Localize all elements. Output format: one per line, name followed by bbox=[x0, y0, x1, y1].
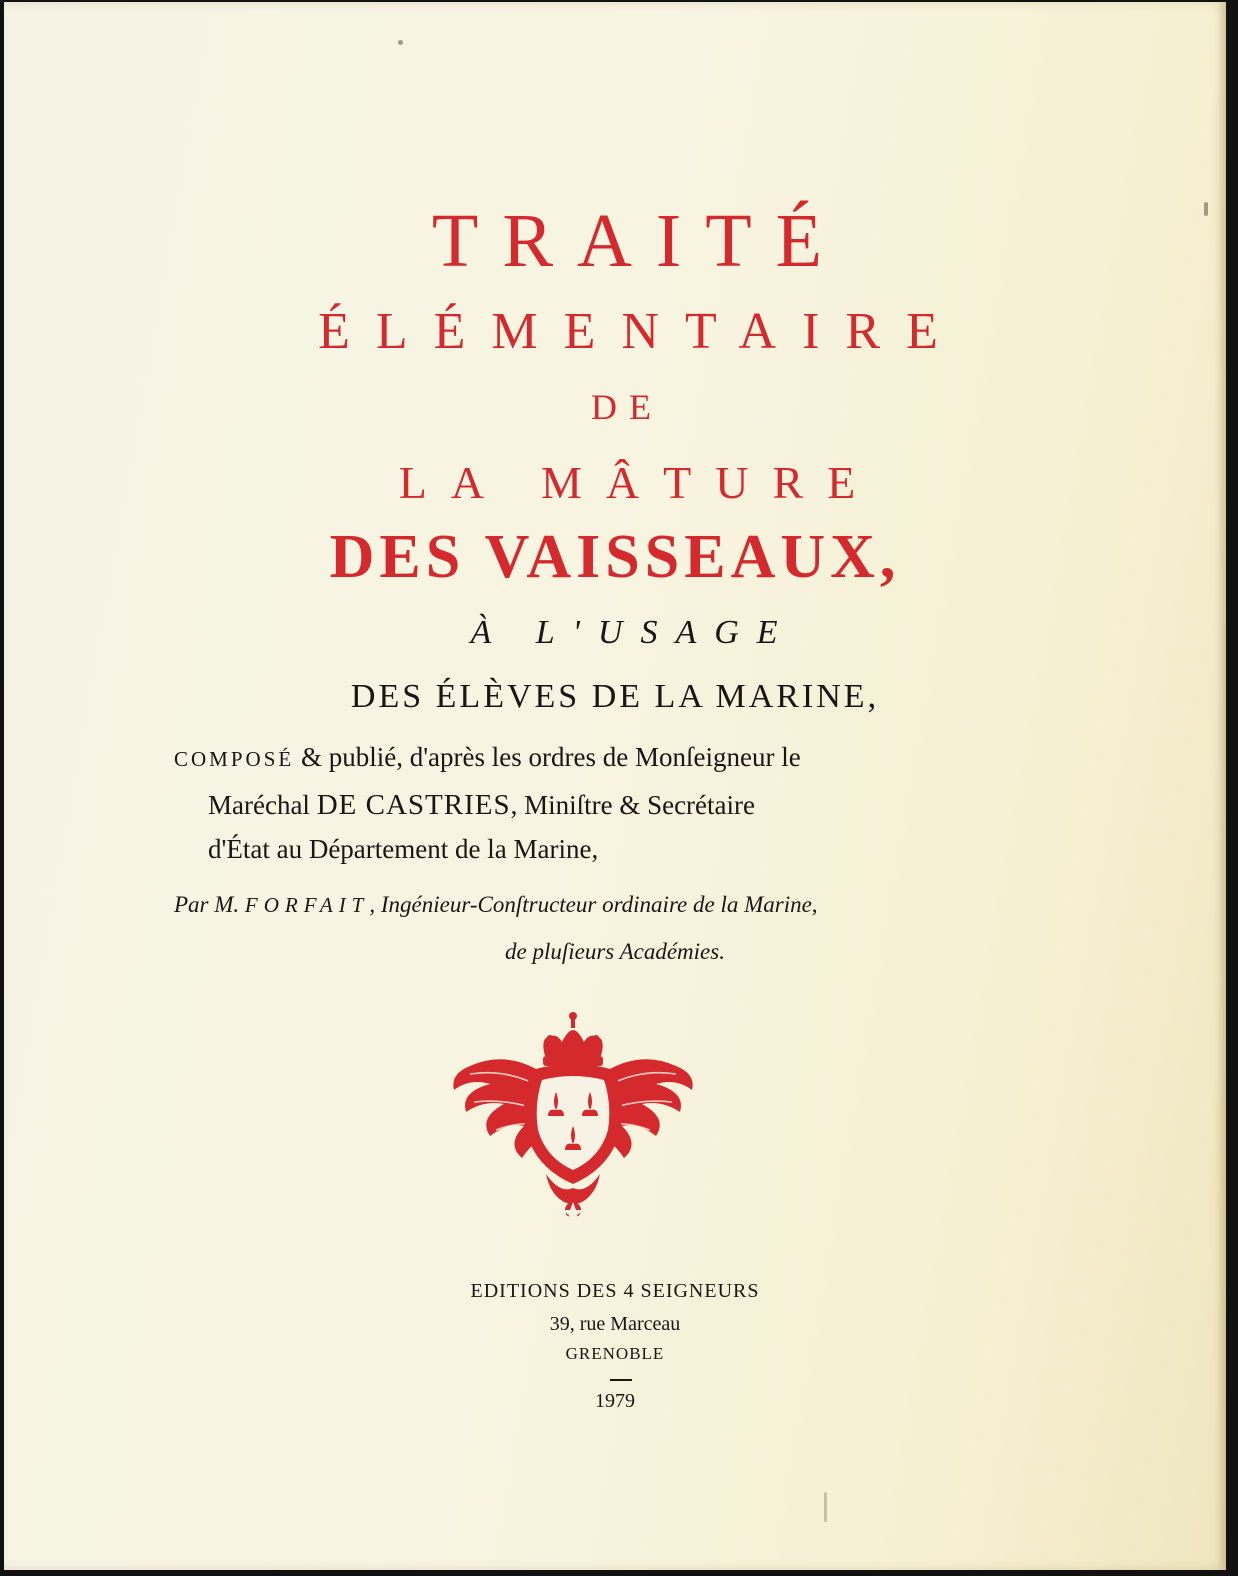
author-line-1-post: , Ingénieur-Conſtructeur ordinaire de la Marine, bbox=[369, 892, 818, 917]
composition-line-2 bbox=[208, 789, 755, 822]
subtitle-eleves: DES ÉLÈVES DE LA MARINE, bbox=[350, 678, 880, 715]
publisher-name: EDITIONS DES 4 SEIGNEURS bbox=[470, 1280, 760, 1302]
subtitle-usage: À L'USAGE bbox=[470, 614, 796, 651]
title-page bbox=[4, 2, 1226, 1570]
title-line-de: DE bbox=[591, 387, 663, 427]
author-name: FORFAIT bbox=[244, 893, 370, 917]
title-line-la-mature: LA MÂTURE bbox=[398, 457, 880, 508]
publisher-city: GRENOBLE bbox=[565, 1344, 665, 1363]
paper-speck bbox=[824, 1492, 827, 1522]
composition-line-2-post: , Miniſtre & Secrétaire bbox=[510, 790, 755, 820]
royal-arms-icon bbox=[450, 1008, 696, 1230]
author-line-2: de pluſieurs Académies. bbox=[505, 939, 725, 964]
composition-line-3: d'État au Département de la Marine, bbox=[208, 834, 599, 864]
crown-icon bbox=[543, 1012, 603, 1066]
composition-smallcaps: COMPOSÉ bbox=[174, 747, 295, 771]
marshal-name: DE CASTRIES bbox=[316, 789, 511, 821]
title-line-traite: TRAITÉ bbox=[431, 199, 847, 283]
author-line-1 bbox=[174, 892, 818, 918]
author-line-1-pre: Par M. bbox=[174, 892, 245, 917]
publisher-address: 39, rue Marceau bbox=[549, 1313, 681, 1335]
paper-speck bbox=[398, 40, 403, 45]
composition-line-2-pre: Maréchal bbox=[208, 790, 317, 820]
publisher-divider bbox=[610, 1379, 632, 1381]
publication-year: 1979 bbox=[595, 1390, 635, 1412]
title-line-elementaire: ÉLÉMENTAIRE bbox=[318, 303, 964, 360]
composition-line-1 bbox=[174, 742, 801, 773]
title-line-des-vaisseaux: DES VAISSEAUX, bbox=[329, 523, 901, 591]
composition-line-1-text: & publié, d'après les ordres de Monſeigneur le bbox=[294, 742, 801, 772]
